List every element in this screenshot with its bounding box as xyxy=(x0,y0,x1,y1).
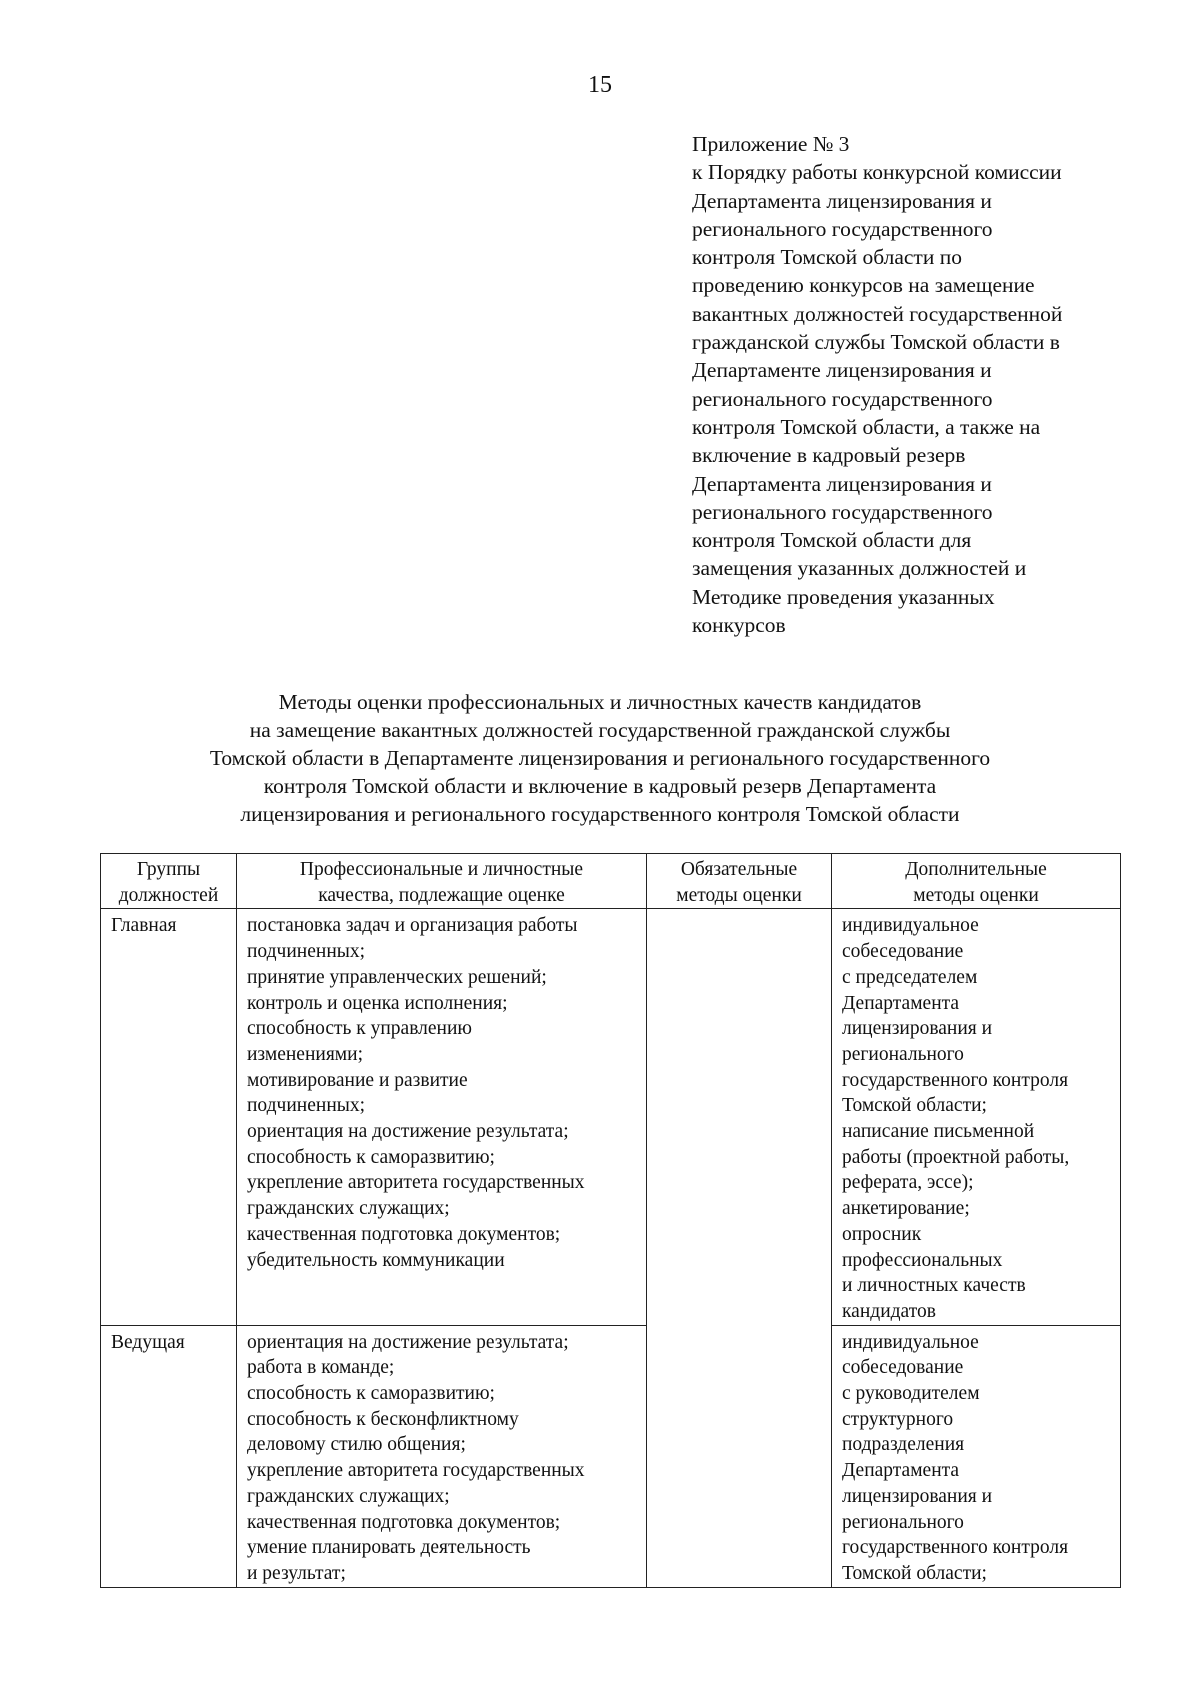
method-item: индивидуальное xyxy=(842,1331,979,1353)
quality-item: подчиненных; xyxy=(247,941,366,963)
method-item: с председателем xyxy=(842,966,978,988)
evaluation-methods-table xyxy=(100,853,1121,1588)
annex-line: регионального государственного xyxy=(692,499,993,524)
header-line: методы оценки xyxy=(913,884,1039,906)
group-cell: Ведущая xyxy=(101,1325,237,1587)
quality-item: и результат; xyxy=(247,1562,346,1584)
mandatory-methods-cell xyxy=(647,909,832,1587)
method-item: работы (проектной работы, xyxy=(842,1146,1070,1168)
method-item: опросник xyxy=(842,1223,922,1245)
header-additional-methods xyxy=(832,854,1121,909)
page-number: 15 xyxy=(588,72,612,98)
title-line: Томской области в Департаменте лицензирования и регионального государственного xyxy=(209,746,991,770)
quality-item: укрепление авторитета государственных xyxy=(247,1172,585,1194)
group-cell: Главная xyxy=(101,909,237,1325)
annex-line: замещения указанных должностей и xyxy=(692,556,1027,581)
method-item: собеседование xyxy=(842,941,964,963)
annex-line: регионального государственного xyxy=(692,386,993,411)
quality-item: способность к саморазвитию; xyxy=(247,1146,495,1168)
method-item: анкетирование; xyxy=(842,1198,970,1220)
header-qualities xyxy=(237,854,647,909)
table-header-row xyxy=(101,854,1121,909)
method-item: государственного контроля xyxy=(842,1069,1069,1091)
document-title xyxy=(100,688,1100,828)
quality-item: укрепление авторитета государственных xyxy=(247,1460,585,1482)
method-item: реферата, эссе); xyxy=(842,1172,974,1194)
method-item: государственного контроля xyxy=(842,1537,1069,1559)
quality-item: ориентация на достижение результата; xyxy=(247,1331,569,1353)
method-item: Департамента xyxy=(842,992,960,1014)
title-line: контроля Томской области и включение в кадровый резерв Департамента xyxy=(263,774,937,798)
method-item: регионального xyxy=(842,1511,964,1533)
quality-item: убедительность коммуникации xyxy=(247,1249,505,1271)
annex-line: Департамента лицензирования и xyxy=(692,471,992,496)
quality-item: способность к саморазвитию; xyxy=(247,1383,495,1405)
annex-header xyxy=(692,130,1162,639)
qualities-cell xyxy=(237,909,647,1325)
title-line: на замещение вакантных должностей государственной гражданской службы xyxy=(249,718,951,742)
annex-line: включение в кадровый резерв xyxy=(692,443,966,468)
header-mandatory-methods xyxy=(647,854,832,909)
annex-line: контроля Томской области по xyxy=(692,245,962,270)
method-item: лицензирования и xyxy=(842,1485,993,1507)
quality-item: мотивирование и развитие xyxy=(247,1069,468,1091)
quality-item: гражданских служащих; xyxy=(247,1198,450,1220)
header-line: должностей xyxy=(118,884,219,906)
method-item: подразделения xyxy=(842,1434,965,1456)
annex-line: регионального государственного xyxy=(692,216,993,241)
method-item: структурного xyxy=(842,1408,954,1430)
method-item: регионального xyxy=(842,1043,964,1065)
quality-item: работа в команде; xyxy=(247,1357,395,1379)
quality-item: способность к бесконфликтному xyxy=(247,1408,519,1430)
annex-line: вакантных должностей государственной xyxy=(692,301,1063,326)
quality-item: деловому стилю общения; xyxy=(247,1434,466,1456)
method-item: лицензирования и xyxy=(842,1018,993,1040)
table-row xyxy=(101,909,1121,1325)
quality-item: ориентация на достижение результата; xyxy=(247,1121,569,1143)
title-line: лицензирования и регионального государственного контроля Томской области xyxy=(240,802,960,826)
annex-line: гражданской службы Томской области в xyxy=(692,330,1060,355)
annex-line: Департаменте лицензирования и xyxy=(692,358,992,383)
quality-item: качественная подготовка документов; xyxy=(247,1223,561,1245)
additional-methods-cell xyxy=(832,909,1121,1325)
method-item: профессиональных xyxy=(842,1249,1003,1271)
method-item: Томской области; xyxy=(842,1095,987,1117)
method-item: Томской области; xyxy=(842,1562,987,1584)
annex-line: проведению конкурсов на замещение xyxy=(692,273,1035,298)
annex-line: Департамента лицензирования и xyxy=(692,188,992,213)
annex-line: Методике проведения указанных xyxy=(692,584,995,609)
method-item: собеседование xyxy=(842,1357,964,1379)
method-item: кандидатов xyxy=(842,1300,936,1322)
quality-item: подчиненных; xyxy=(247,1095,366,1117)
title-line: Методы оценки профессиональных и личностных качеств кандидатов xyxy=(278,690,922,714)
header-line: качества, подлежащие оценке xyxy=(318,884,565,906)
annex-line: контроля Томской области, а также на xyxy=(692,414,1041,439)
annex-line: к Порядку работы конкурсной комиссии xyxy=(692,160,1062,185)
header-line: методы оценки xyxy=(676,884,802,906)
annex-line: контроля Томской области для xyxy=(692,528,972,553)
quality-item: гражданских служащих; xyxy=(247,1485,450,1507)
method-item: Департамента xyxy=(842,1460,960,1482)
quality-item: постановка задач и организация работы xyxy=(247,915,578,937)
header-line: Группы xyxy=(136,859,201,880)
quality-item: способность к управлению xyxy=(247,1018,472,1040)
method-item: и личностных качеств xyxy=(842,1275,1026,1297)
header-line: Обязательные xyxy=(680,859,798,880)
table-row xyxy=(101,1325,1121,1587)
annex-line: конкурсов xyxy=(692,613,786,638)
annex-line: Приложение № 3 xyxy=(692,132,850,156)
header-line: Дополнительные xyxy=(905,859,1047,880)
additional-methods-cell xyxy=(832,1325,1121,1587)
quality-item: контроль и оценка исполнения; xyxy=(247,992,508,1014)
method-item: с руководителем xyxy=(842,1383,980,1405)
header-line: Профессиональные и личностные xyxy=(299,859,584,880)
quality-item: принятие управленческих решений; xyxy=(247,966,547,988)
method-item: написание письменной xyxy=(842,1121,1035,1143)
qualities-cell xyxy=(237,1325,647,1587)
quality-item: изменениями; xyxy=(247,1043,363,1065)
method-item: индивидуальное xyxy=(842,915,979,937)
quality-item: умение планировать деятельность xyxy=(247,1537,531,1559)
quality-item: качественная подготовка документов; xyxy=(247,1511,561,1533)
header-position-groups xyxy=(101,854,237,909)
